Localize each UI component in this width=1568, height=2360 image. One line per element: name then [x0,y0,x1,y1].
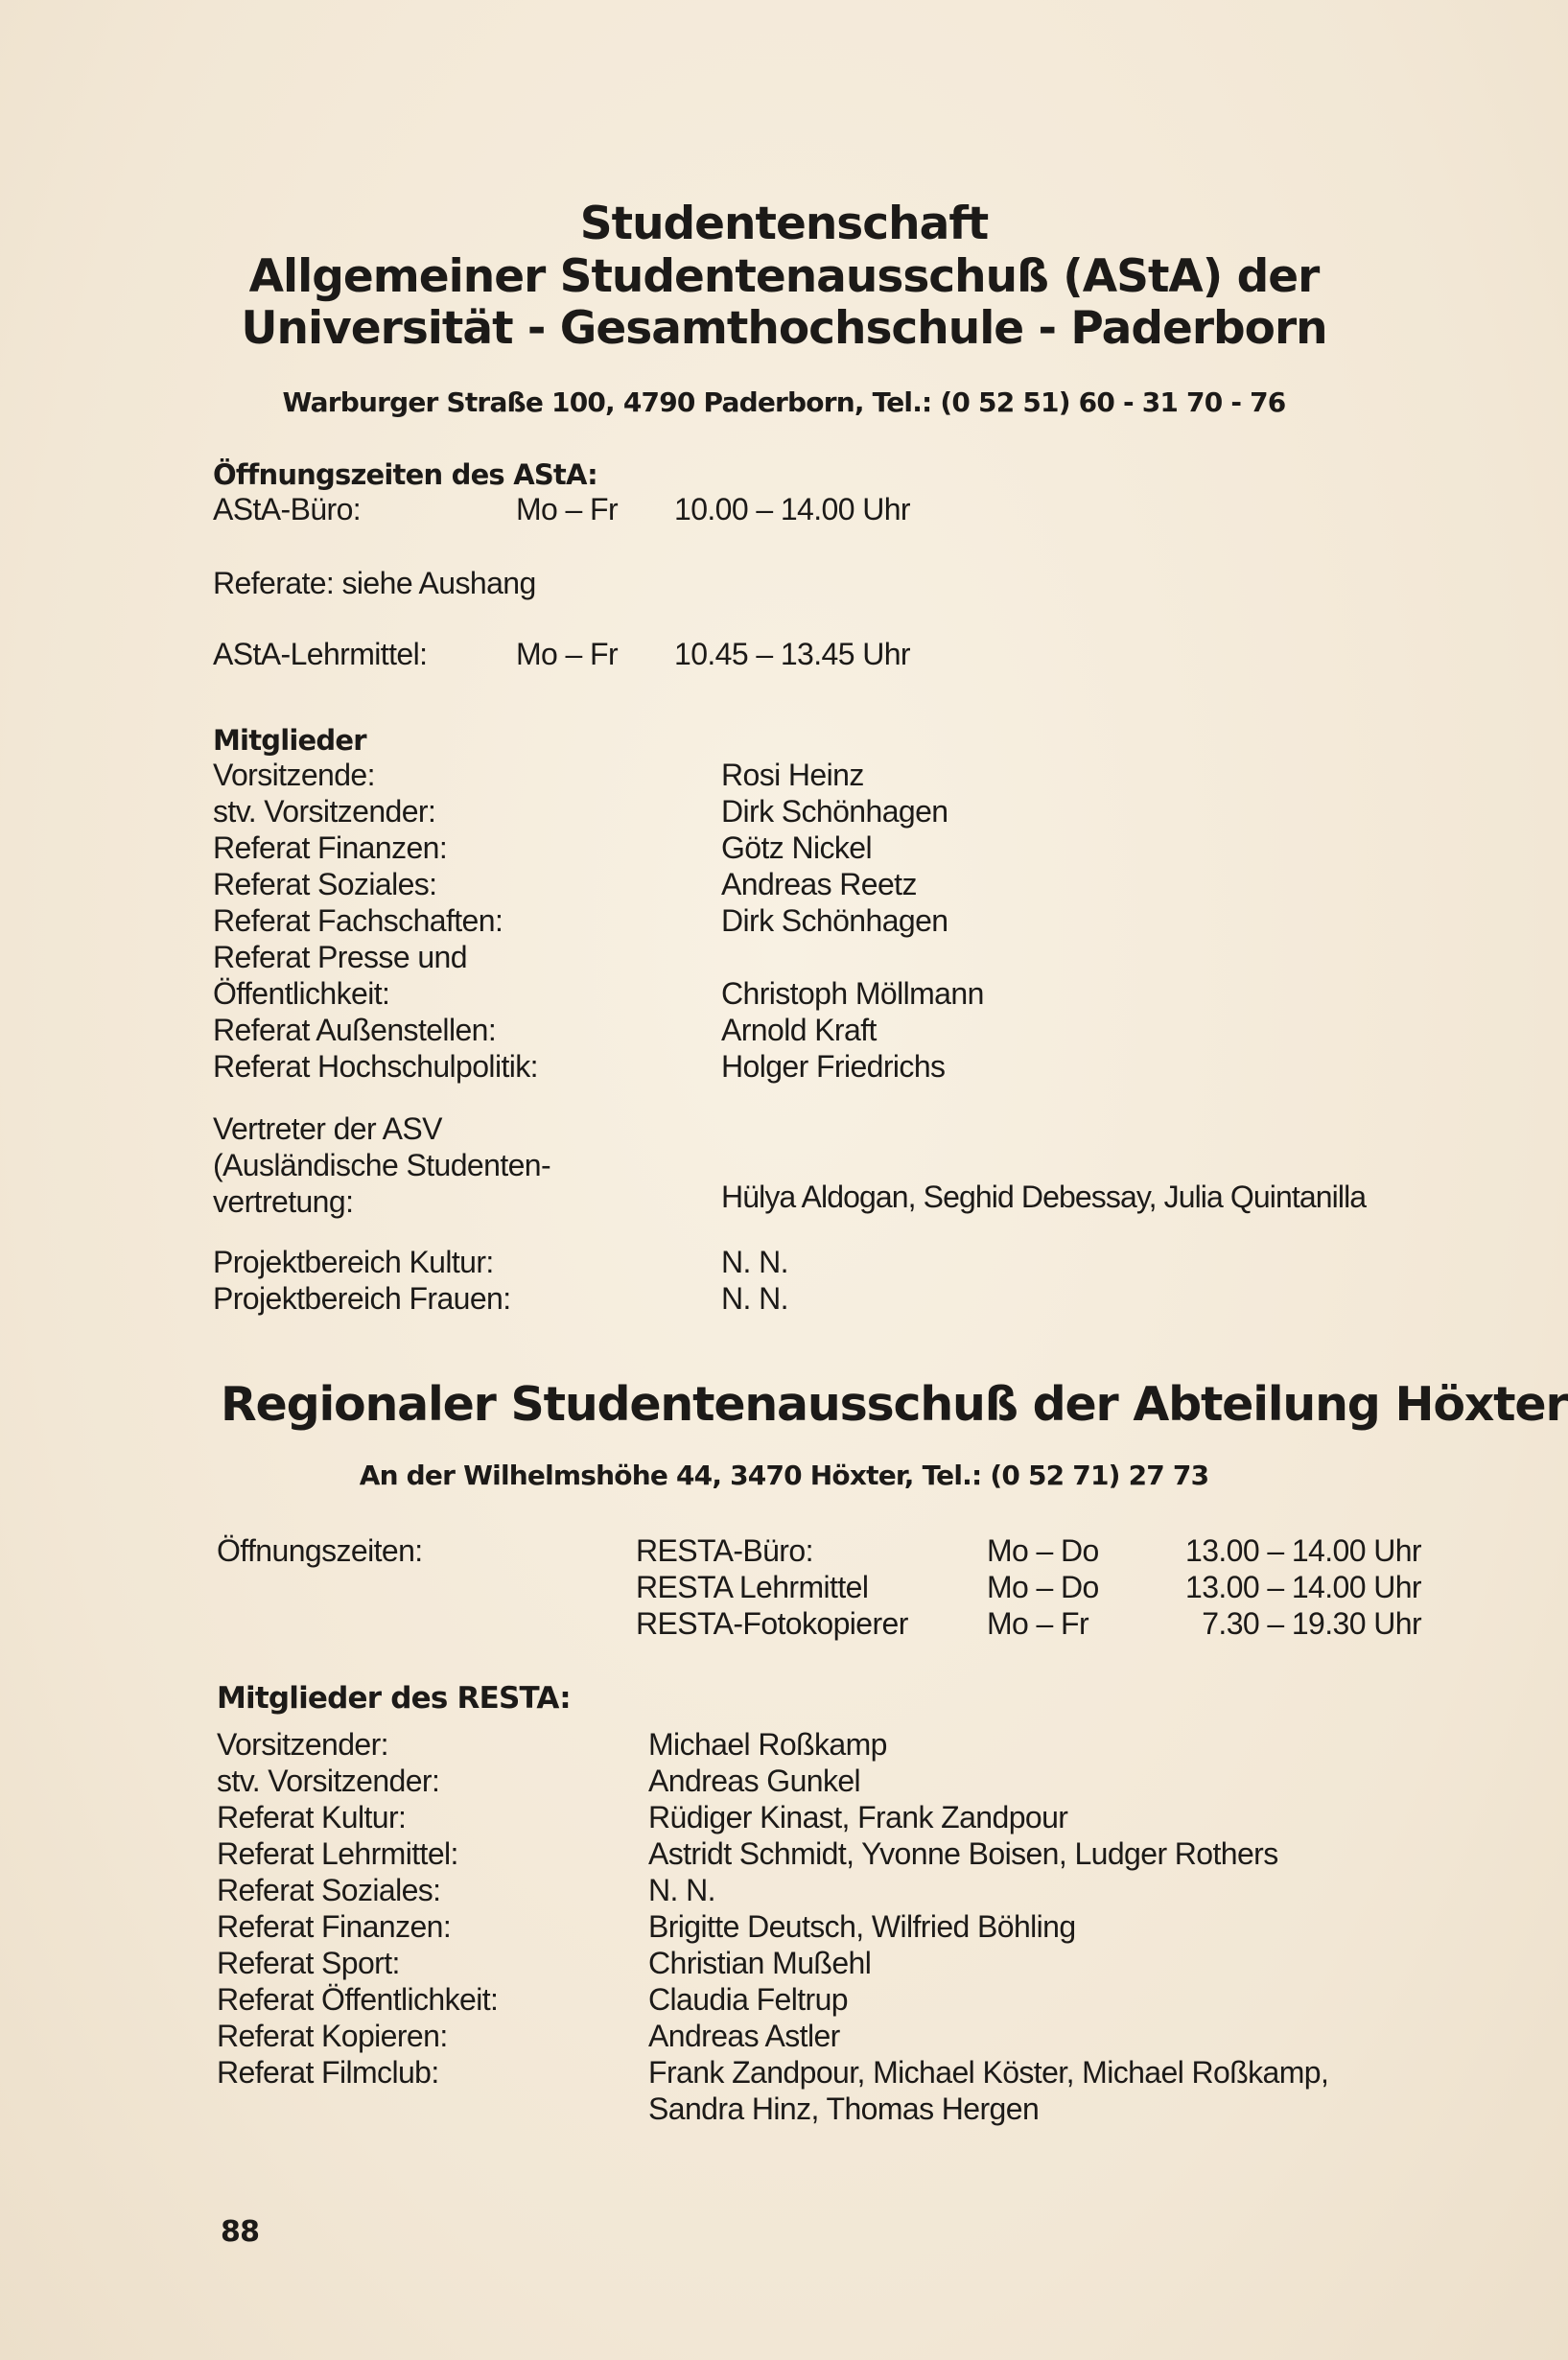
member-name: Christian Mußehl [648,1946,872,1980]
asv-role-line-2: (Ausländische Studenten- [213,1148,551,1182]
member-role-line-1: Referat Presse und [213,940,467,974]
member-name: Christoph Möllmann [721,976,984,1011]
member-name: Michael Roßkamp [648,1727,887,1762]
member-role: Referat Finanzen: [213,830,448,865]
asta-referate-note: Referate: siehe Aushang [213,566,536,600]
member-role: stv. Vorsitzender: [213,794,436,829]
page-number: 88 [221,2215,260,2249]
project-name: N. N. [721,1245,788,1279]
member-role: Referat Hochschulpolitik: [213,1049,538,1084]
hours-days: Mo – Do [987,1570,1099,1604]
hours-place: RESTA-Büro: [636,1533,813,1568]
member-role: Referat Kopieren: [217,2019,448,2053]
member-role: Referat Sport: [217,1946,400,1980]
member-name: Rosi Heinz [721,758,864,792]
member-name: Dirk Schönhagen [721,903,948,938]
project-role: Projektbereich Kultur: [213,1245,494,1279]
resta-members-heading: Mitglieder des RESTA: [217,1681,571,1716]
asta-hours-heading: Öffnungszeiten des AStA: [213,458,597,491]
member-name: Rüdiger Kinast, Frank Zandpour [648,1800,1068,1834]
member-role: stv. Vorsitzender: [217,1764,440,1798]
member-name: Frank Zandpour, Michael Köster, Michael Roßkamp, [648,2055,1329,2090]
member-name: Claudia Feltrup [648,1982,849,2017]
hours-days: Mo – Fr [516,492,619,526]
member-role: Referat Kultur: [217,1800,407,1834]
hours-days: Mo – Do [987,1533,1099,1568]
member-name: Brigitte Deutsch, Wilfried Böhling [648,1909,1076,1944]
member-name: N. N. [648,1873,715,1907]
asv-role-line-3: vertretung: [213,1184,354,1219]
member-role: Referat Außenstellen: [213,1013,497,1047]
hours-time: 7.30 – 19.30 Uhr [1202,1606,1421,1641]
hours-place: RESTA Lehrmittel [636,1570,869,1604]
asta-title-line-1: Studentenschaft [579,198,989,250]
hours-place: RESTA-Fotokopierer [636,1606,908,1641]
hours-days: Mo – Fr [516,637,619,671]
asv-names: Hülya Aldogan, Seghid Debessay, Julia Quintanilla [721,1180,1367,1214]
member-role: Öffentlichkeit: [213,976,390,1011]
asta-title-line-2: Allgemeiner Studentenausschuß (AStA) der [248,250,1320,303]
member-name: Holger Friedrichs [721,1049,946,1084]
asv-role-line-1: Vertreter der ASV [213,1111,442,1146]
member-name: Astridt Schmidt, Yvonne Boisen, Ludger Rothers [648,1836,1278,1871]
hours-time: 10.00 – 14.00 Uhr [674,492,910,526]
member-role: Referat Filmclub: [217,2055,439,2090]
resta-address: An der Wilhelmshöhe 44, 3470 Höxter, Tel.: (0 52 71) 27 73 [359,1460,1209,1491]
member-role: Vorsitzende: [213,758,375,792]
member-name: Arnold Kraft [721,1013,877,1047]
hours-time: 10.45 – 13.45 Uhr [674,637,910,671]
hours-label: AStA-Lehrmittel: [213,637,428,671]
member-name-line-2: Sandra Hinz, Thomas Hergen [648,2091,1040,2126]
hours-label: AStA-Büro: [213,492,362,526]
member-role: Referat Soziales: [217,1873,441,1907]
member-role: Referat Öffentlichkeit: [217,1982,499,2017]
member-role: Referat Lehrmittel: [217,1836,458,1871]
member-role: Vorsitzender: [217,1727,388,1762]
hours-time: 13.00 – 14.00 Uhr [1185,1570,1421,1604]
member-name: Götz Nickel [721,830,872,865]
member-role: Referat Finanzen: [217,1909,452,1944]
asta-address: Warburger Straße 100, 4790 Paderborn, Tel.: (0 52 51) 60 - 31 70 - 76 [282,386,1286,418]
project-name: N. N. [721,1281,788,1316]
hours-time: 13.00 – 14.00 Uhr [1185,1533,1421,1568]
project-role: Projektbereich Frauen: [213,1281,511,1316]
member-role: Referat Soziales: [213,867,437,901]
member-role: Referat Fachschaften: [213,903,503,938]
asta-members-heading: Mitglieder [213,724,366,757]
member-name: Andreas Astler [648,2019,840,2053]
resta-title: Regionaler Studentenausschuß der Abteilung Höxter [221,1377,1568,1432]
asta-title-line-3: Universität - Gesamthochschule - Paderborn [241,302,1327,355]
member-name: Andreas Reetz [721,867,917,901]
member-name: Andreas Gunkel [648,1764,861,1798]
hours-days: Mo – Fr [987,1606,1089,1641]
member-name: Dirk Schönhagen [721,794,948,829]
resta-hours-label: Öffnungszeiten: [217,1533,423,1568]
